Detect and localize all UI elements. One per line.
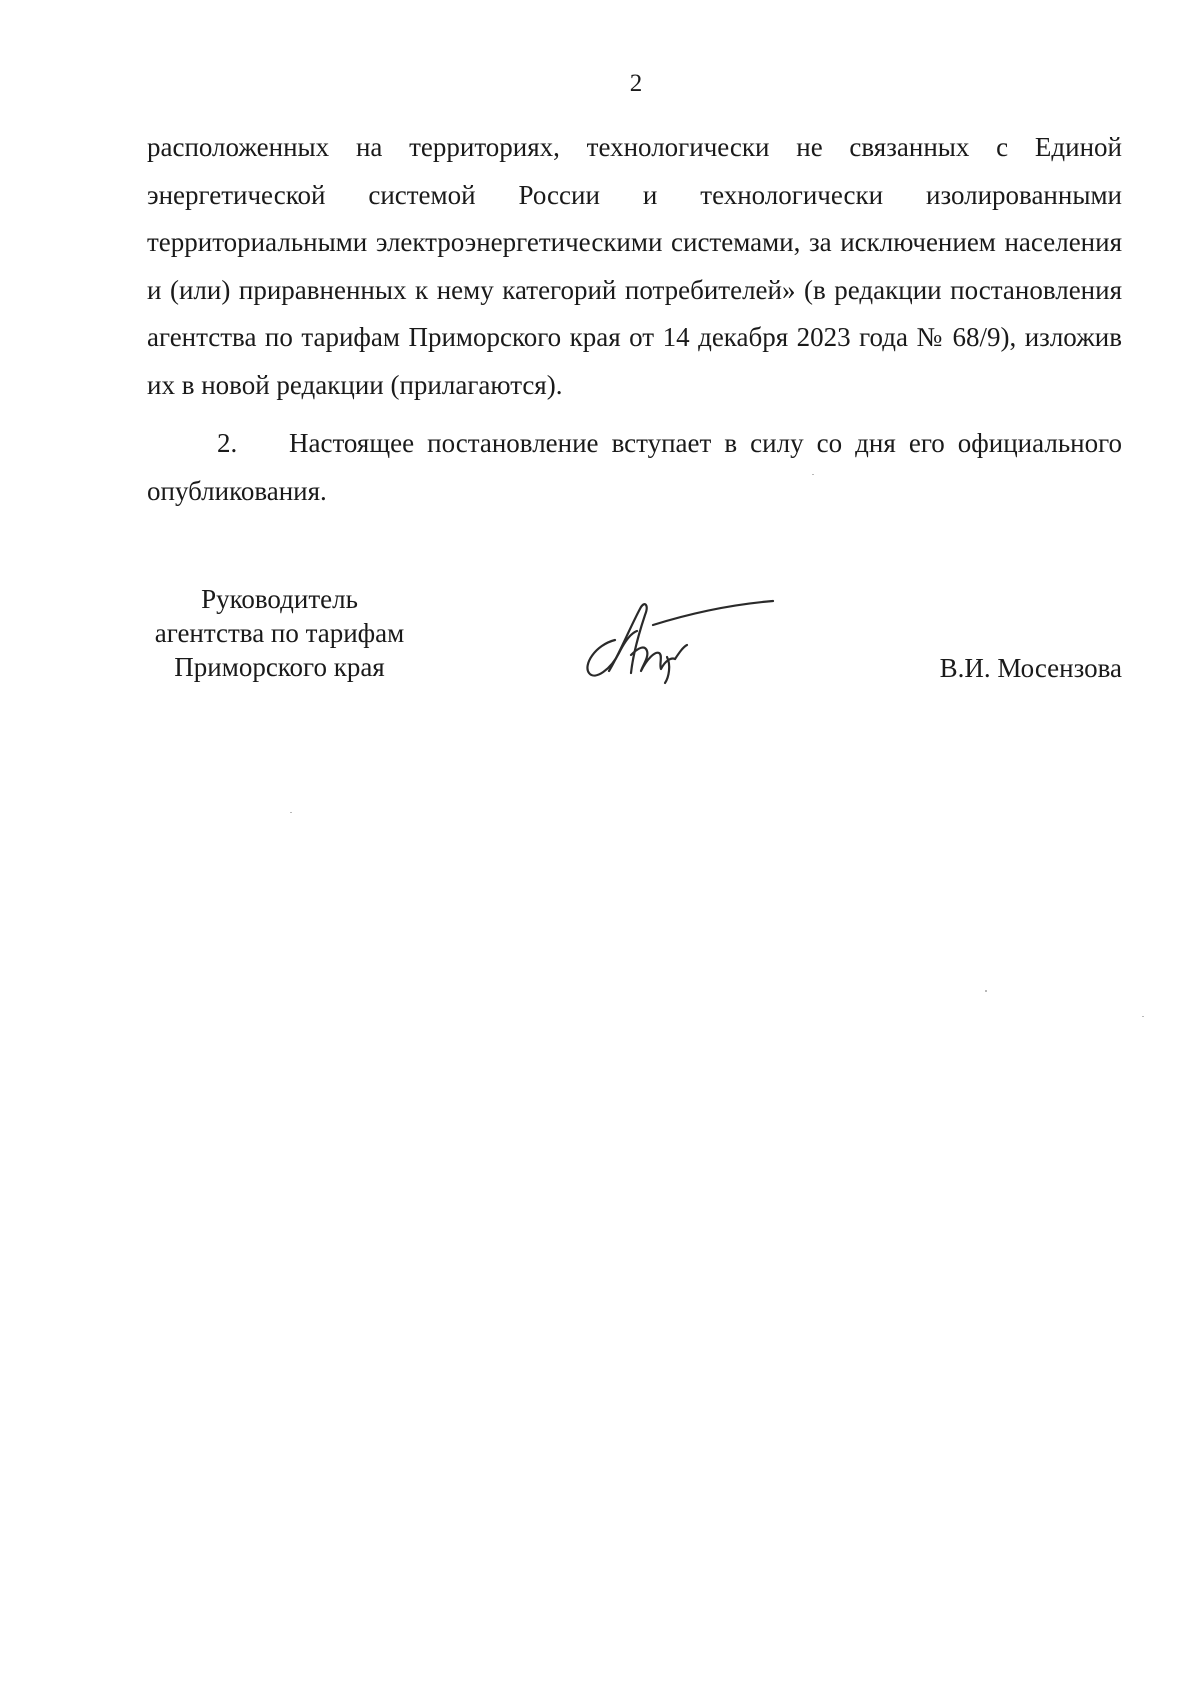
signatory-title-line: Приморского края [174,652,385,682]
signatory-title [147,582,412,684]
item-number: 2. [217,428,238,458]
handwritten-signature [575,595,775,690]
scan-speck [290,812,292,813]
signatory-title-line: агентства по тарифам [154,618,405,648]
page-number: 2 [629,70,643,97]
paragraph-item-2 [147,420,1122,515]
item-text: Настоящее постановление вступает в силу со дня его официального опубликования. [147,428,1122,506]
signatory-name: В.И. Мосензова [939,653,1122,683]
scan-speck [812,474,814,475]
paragraph-continuation: расположенных на территориях, технологически не связанных с Единой энергетической системой России и технологически изолированными территориальными электроэнергетическими системами, за исключением населения и (или) приравненных к нему категорий потребителей» (в редакции постановления агентства по тарифам Приморского края от 14 декабря 2023 года № 68/9), изложив их в новой редакции (прилагаются). [147,132,1122,400]
scan-speck [985,990,987,992]
scan-speck [1142,1016,1144,1017]
signatory-title-line: Руководитель [201,584,358,614]
